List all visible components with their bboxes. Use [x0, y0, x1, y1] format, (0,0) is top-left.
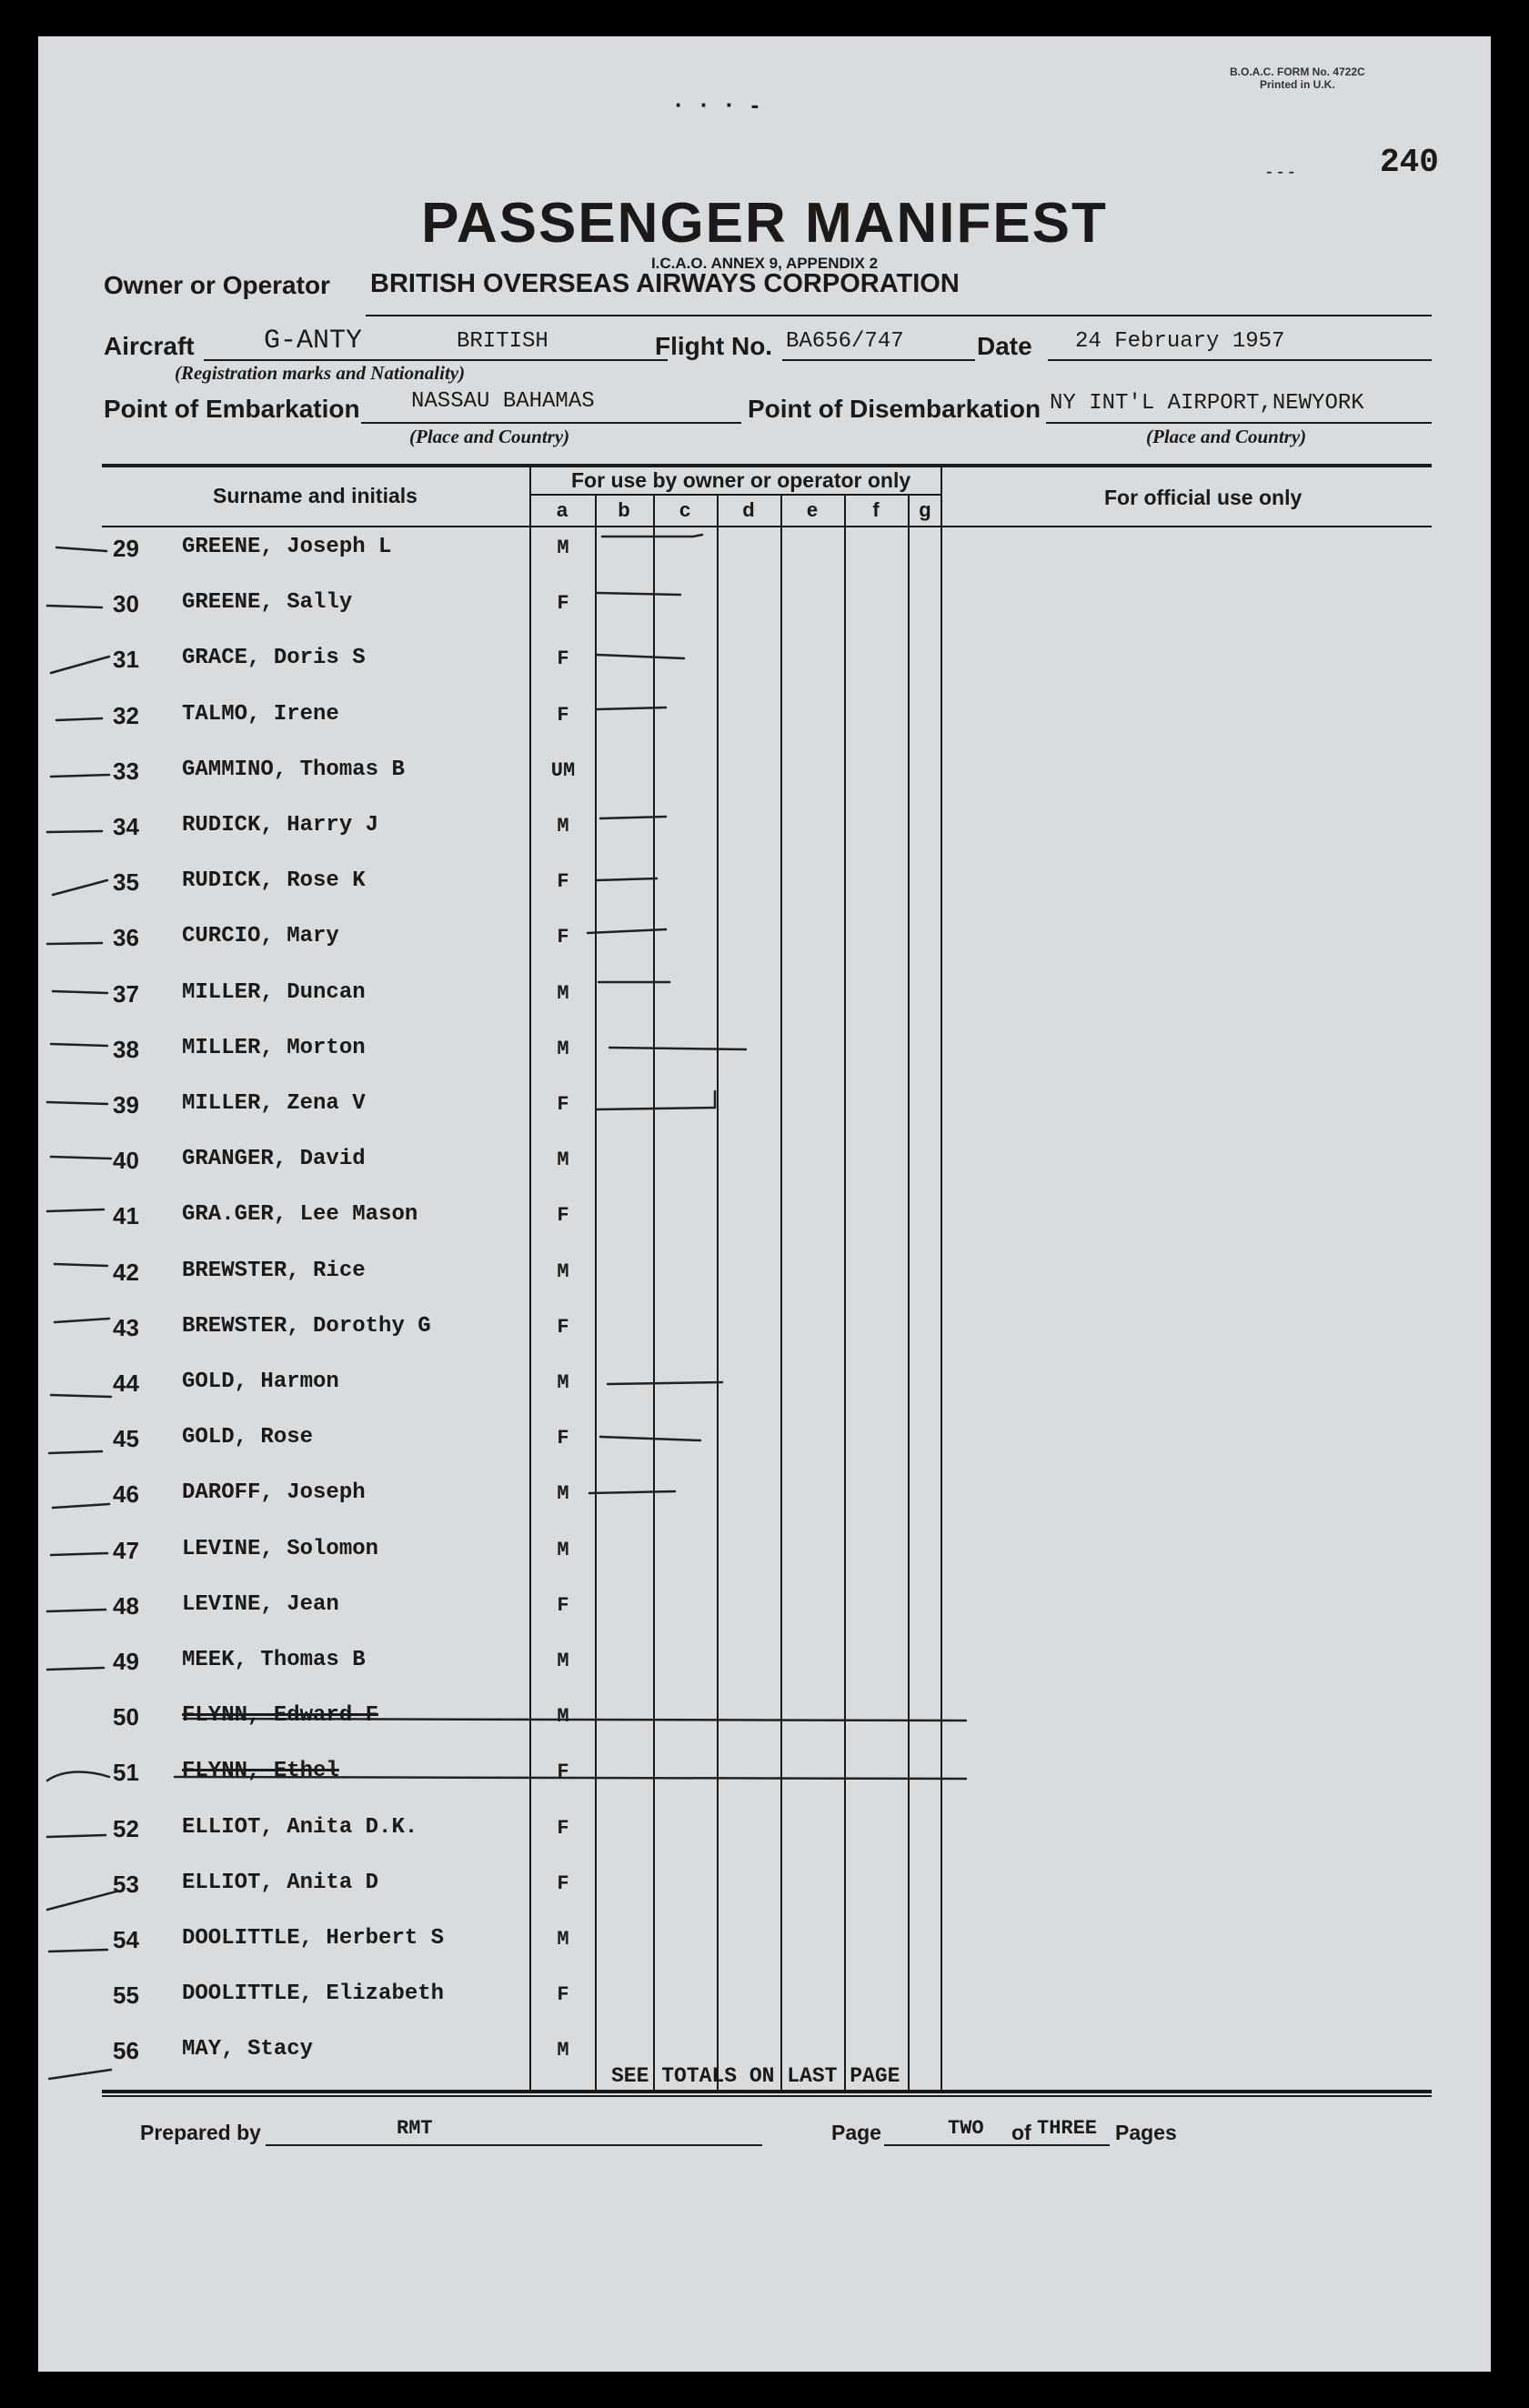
top-marks: · · · - [675, 91, 765, 118]
owner-label: Owner or Operator [104, 271, 330, 299]
row-number: 40 [113, 1147, 139, 1174]
aircraft-reg: G-ANTY [264, 326, 363, 356]
page-stamp: 240 [1380, 144, 1439, 181]
passenger-name: LEVINE, Jean [182, 1592, 339, 1617]
pages-label: Pages [1115, 2121, 1177, 2144]
passenger-name: BREWSTER, Rice [182, 1259, 366, 1283]
passenger-name: TALMO, Irene [182, 702, 339, 727]
sub-col-a: a [556, 498, 568, 521]
of-label: of [1011, 2121, 1031, 2144]
row-number: 42 [113, 1259, 139, 1286]
row-number: 47 [113, 1537, 139, 1564]
row-number: 43 [113, 1314, 139, 1341]
passenger-sex: F [557, 647, 569, 670]
passenger-name: DOOLITTLE, Elizabeth [182, 1982, 445, 2006]
passenger-sex: M [557, 537, 569, 559]
row-number: 48 [113, 1592, 139, 1620]
row-number: 36 [113, 924, 139, 951]
passenger-sex: M [557, 815, 569, 838]
passenger-name: FLYNN, Ethel [182, 1759, 339, 1783]
passenger-sex: M [557, 1482, 569, 1505]
passenger-name: GREENE, Joseph L [182, 535, 392, 559]
passenger-sex: UM [550, 759, 576, 782]
passenger-name: FLYNN, Edward F [182, 1703, 379, 1728]
passenger-name: RUDICK, Rose K [182, 868, 366, 893]
passenger-name: RUDICK, Harry J [182, 813, 379, 838]
row-number: 38 [113, 1036, 139, 1063]
passenger-sex: M [557, 1260, 569, 1283]
passenger-name: ELLIOT, Anita D.K. [182, 1815, 418, 1840]
passenger-name: GRACE, Doris S [182, 646, 366, 670]
passenger-sex: F [557, 926, 569, 948]
flight-value: BA656/747 [786, 329, 904, 354]
passenger-name: DOOLITTLE, Herbert S [182, 1926, 445, 1951]
dash-mark: - - - [1266, 162, 1295, 182]
row-number: 41 [113, 1202, 139, 1229]
disembark-note: (Place and Country) [1146, 426, 1307, 447]
date-label: Date [977, 332, 1032, 360]
passenger-sex: F [557, 1204, 569, 1227]
row-number: 53 [113, 1871, 139, 1898]
row-number: 56 [113, 2037, 139, 2064]
passenger-sex: F [557, 1761, 569, 1783]
row-number: 52 [113, 1815, 139, 1842]
row-number: 44 [113, 1370, 139, 1397]
row-number: 55 [113, 1982, 139, 2009]
col-owner-use-header: For use by owner or operator only [571, 468, 911, 492]
passenger-name: MEEK, Thomas B [182, 1648, 366, 1672]
row-number: 50 [113, 1703, 139, 1731]
col-surname-header: Surname and initials [213, 484, 417, 507]
aircraft-note: (Registration marks and Nationality) [175, 362, 466, 384]
page-underline [884, 2144, 1110, 2146]
totals-note: SEE TOTALS ON LAST PAGE [611, 2064, 900, 2088]
passenger-sex: F [557, 1983, 569, 2006]
passenger-sex: M [557, 1928, 569, 1951]
passenger-sex: M [557, 1539, 569, 1561]
row-number: 31 [113, 646, 139, 673]
flight-label: Flight No. [655, 332, 773, 360]
sub-col-g: g [919, 498, 931, 521]
row-number: 46 [113, 1480, 139, 1508]
row-number: 39 [113, 1091, 139, 1119]
passenger-sex: M [557, 1149, 569, 1171]
passenger-sex: F [557, 1316, 569, 1339]
row-number: 35 [113, 868, 139, 896]
row-number: 51 [113, 1759, 139, 1786]
passenger-name: GOLD, Harmon [182, 1370, 339, 1394]
passenger-name: CURCIO, Mary [182, 924, 339, 948]
page-label: Page [831, 2121, 881, 2144]
prepared-value: RMT [397, 2117, 433, 2140]
passenger-sex: F [557, 870, 569, 893]
prepared-underline [266, 2144, 762, 2146]
passenger-name: GRANGER, David [182, 1147, 366, 1171]
passenger-name: GREENE, Sally [182, 590, 353, 615]
passenger-sex: F [557, 704, 569, 727]
disembark-label: Point of Disembarkation [748, 395, 1041, 423]
passenger-name: GAMMINO, Thomas B [182, 758, 405, 782]
sub-col-c: c [679, 498, 691, 521]
passenger-name: LEVINE, Solomon [182, 1537, 379, 1561]
aircraft-nationality: BRITISH [457, 329, 548, 354]
row-number: 32 [113, 702, 139, 729]
passenger-name: ELLIOT, Anita D [182, 1871, 379, 1895]
passenger-name: MILLER, Morton [182, 1036, 366, 1060]
passenger-sex: F [557, 1872, 569, 1895]
sub-col-f: f [872, 498, 880, 521]
date-value: 24 February 1957 [1075, 329, 1285, 354]
page-subtitle: I.C.A.O. ANNEX 9, APPENDIX 2 [650, 255, 879, 272]
passenger-sex: F [557, 1427, 569, 1450]
passenger-name: DAROFF, Joseph [182, 1480, 366, 1505]
passenger-sex: M [557, 1650, 569, 1672]
passenger-sex: F [557, 1093, 569, 1116]
page-title: PASSENGER MANIFEST [421, 192, 1108, 255]
row-number: 34 [113, 813, 139, 840]
passenger-sex: M [557, 1371, 569, 1394]
row-number: 29 [113, 535, 139, 562]
form-number: B.O.A.C. FORM No. 4722C Printed in U.K. [1230, 65, 1365, 91]
passenger-name: GOLD, Rose [182, 1425, 314, 1450]
aircraft-label: Aircraft [104, 332, 195, 360]
embark-value: NASSAU BAHAMAS [411, 389, 595, 414]
row-number: 54 [113, 1926, 139, 1953]
row-number: 37 [113, 980, 139, 1008]
col-official-header: For official use only [1104, 486, 1303, 509]
passenger-name: MILLER, Duncan [182, 980, 366, 1005]
passenger-name: MILLER, Zena V [182, 1091, 366, 1116]
passenger-name: BREWSTER, Dorothy G [182, 1314, 431, 1339]
of-value: THREE [1037, 2117, 1098, 2140]
sub-col-e: e [806, 498, 819, 521]
page-value: TWO [948, 2117, 984, 2140]
row-number: 49 [113, 1648, 139, 1675]
embark-note: (Place and Country) [409, 426, 570, 447]
passenger-name: GRA.GER, Lee Mason [182, 1202, 418, 1227]
row-number: 45 [113, 1425, 139, 1452]
sub-col-b: b [618, 498, 630, 521]
manifest-page [38, 36, 1491, 2372]
passenger-sex: M [557, 1705, 569, 1728]
disembark-value: NY INT'L AIRPORT,NEWYORK [1050, 391, 1364, 416]
sub-col-d: d [742, 498, 755, 521]
row-number: 30 [113, 590, 139, 617]
owner-value: BRITISH OVERSEAS AIRWAYS CORPORATION [370, 269, 960, 298]
passenger-name: MAY, Stacy [182, 2037, 314, 2062]
passenger-sex: M [557, 982, 569, 1005]
prepared-label: Prepared by [140, 2121, 261, 2144]
passenger-sex: F [557, 1817, 569, 1840]
passenger-sex: M [557, 1038, 569, 1060]
passenger-sex: M [557, 2039, 569, 2062]
passenger-sex: F [557, 1594, 569, 1617]
passenger-sex: F [557, 592, 569, 615]
row-number: 33 [113, 758, 139, 785]
embark-label: Point of Embarkation [104, 395, 360, 423]
